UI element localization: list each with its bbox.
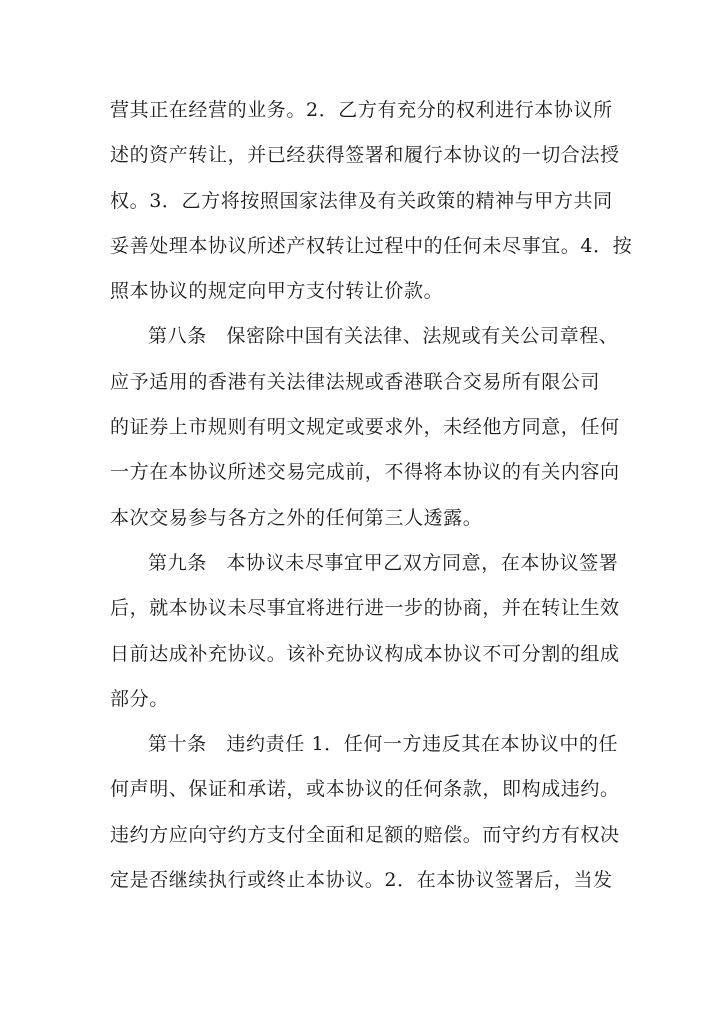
text-line: 照本协议的规定向甲方支付转让价款。 — [110, 280, 444, 303]
text-line: 一方在本协议所述交易完成前，不得将本协议的有关内容向 — [110, 461, 620, 484]
article-8-heading-line: 第八条 保密除中国有关法律、法规或有关公司章程、 — [148, 325, 619, 348]
article-10-heading-line: 第十条 违约责任 1．任何一方违反其在本协议中的任 — [148, 733, 619, 756]
text-line: 日前达成补充协议。该补充协议构成本协议不可分割的组成 — [110, 642, 620, 665]
text-line: 何声明、保证和承诺，或本协议的任何条款，即构成违约。 — [110, 778, 620, 801]
text-line: 后，就本协议未尽事宜将进行进一步的协商，并在转让生效 — [110, 597, 620, 620]
text-line: 定是否继续执行或终止本协议。2．在本协议签署后，当发 — [110, 869, 613, 892]
text-line: 妥善处理本协议所述产权转让过程中的任何未尽事宜。4．按 — [110, 234, 633, 257]
text-line: 本次交易参与各方之外的任何第三人透露。 — [110, 506, 483, 529]
text-line: 违约方应向守约方支付全面和足额的赔偿。而守约方有权决 — [110, 823, 620, 846]
text-line: 的证券上市规则有明文规定或要求外，未经他方同意，任何 — [110, 416, 620, 439]
text-line: 部分。 — [110, 687, 169, 710]
text-line: 权。3．乙方将按照国家法律及有关政策的精神与甲方共同 — [110, 189, 613, 212]
document-body — [110, 88, 633, 903]
text-line: 述的资产转让，并已经获得签署和履行本协议的一切合法授 — [110, 144, 620, 167]
article-9-heading-line: 第九条 本协议未尽事宜甲乙双方同意，在本协议签署 — [148, 551, 619, 574]
text-line: 应予适用的香港有关法律法规或香港联合交易所有限公司 — [110, 370, 601, 393]
text-line: 营其正在经营的业务。2．乙方有充分的权利进行本协议所 — [110, 99, 613, 121]
